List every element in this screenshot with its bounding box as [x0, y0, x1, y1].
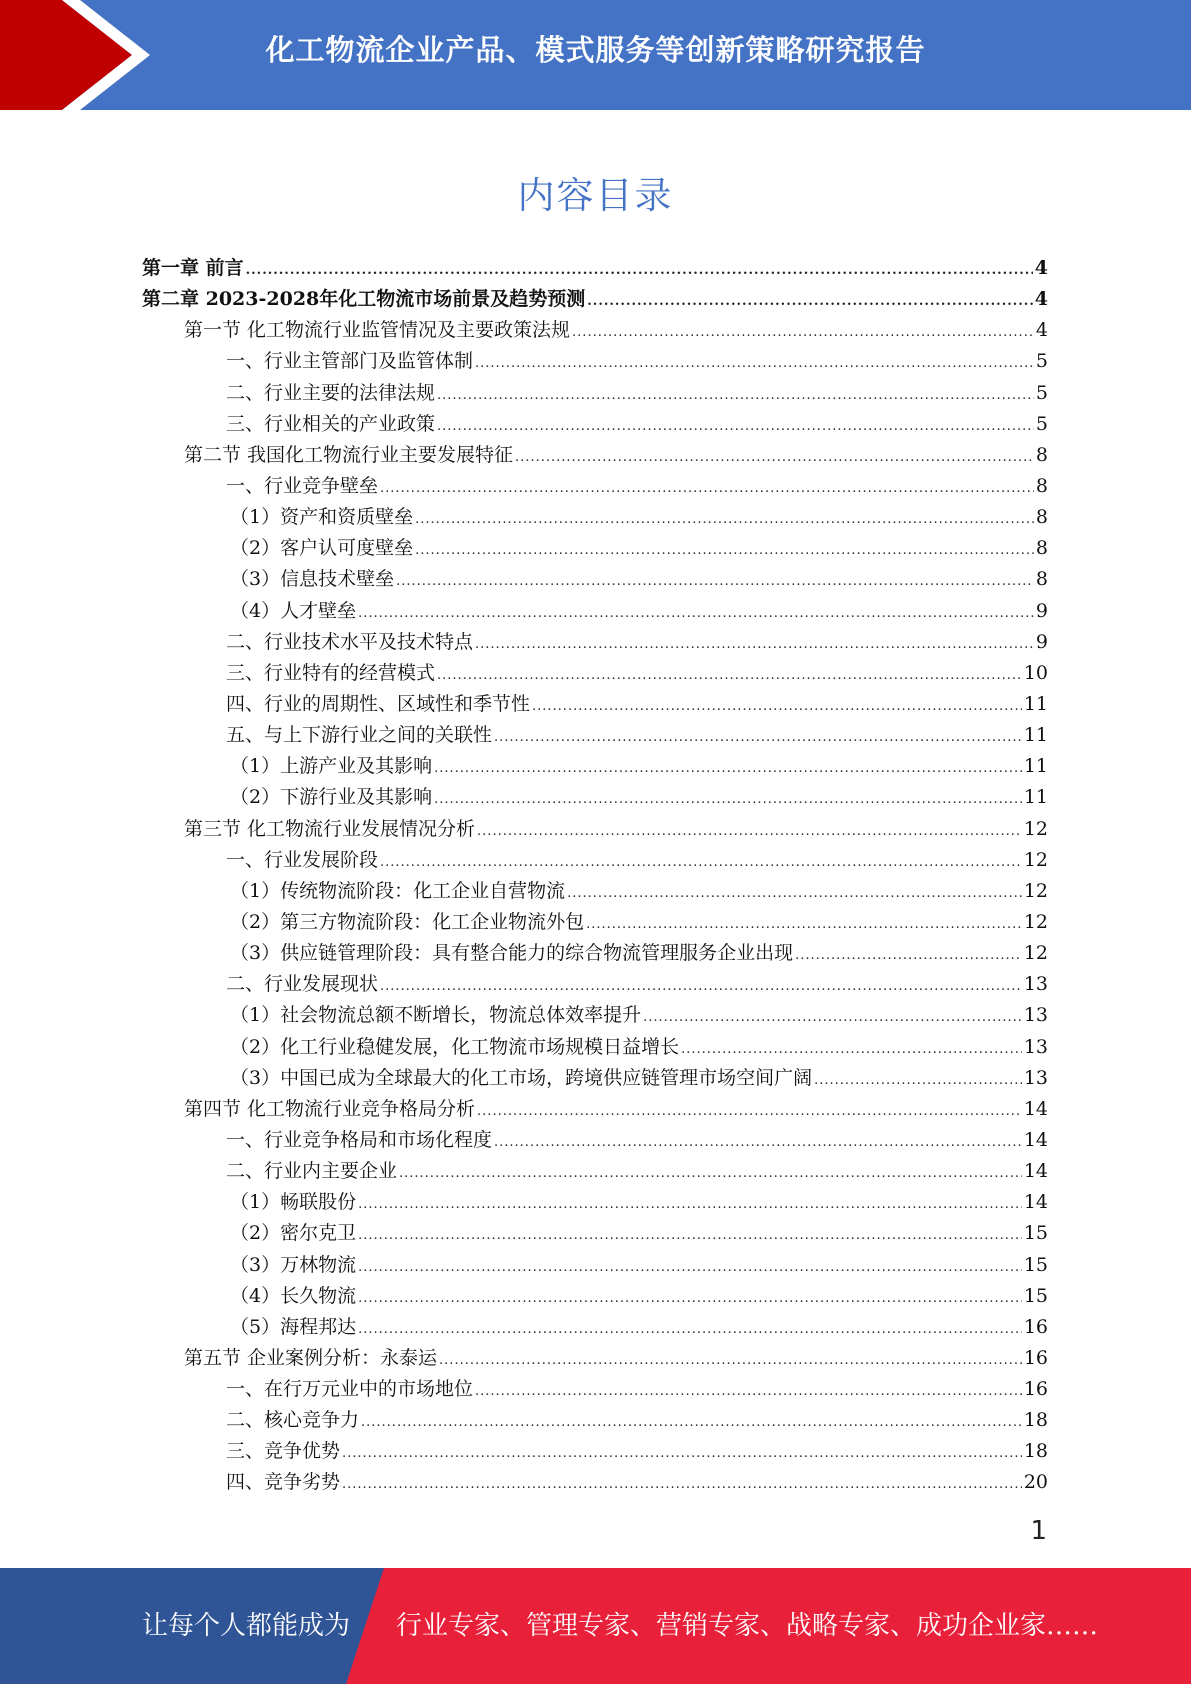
toc-entry-title: 二、核心竞争力: [226, 1409, 360, 1432]
toc-entry-page: 18: [1023, 1440, 1048, 1463]
toc-dot-leader: [342, 1438, 1022, 1469]
toc-entry[interactable]: [142, 814, 1048, 845]
toc-entry[interactable]: [142, 378, 1048, 409]
toc-entry-title: （3）供应链管理阶段：具有整合能力的综合物流管理服务企业出现: [230, 942, 794, 965]
toc-entry[interactable]: [142, 315, 1048, 346]
toc-entry-page: 16: [1023, 1378, 1048, 1401]
toc-entry-title: （1）资产和资质壁垒: [230, 506, 414, 529]
toc-entry-title: 二、行业发展现状: [226, 973, 379, 996]
toc-dot-leader: [437, 660, 1022, 691]
toc-entry-page: 18: [1023, 1409, 1048, 1432]
toc-dot-leader: [342, 1469, 1022, 1500]
toc-entry[interactable]: [142, 1156, 1048, 1187]
toc-entry[interactable]: [142, 1000, 1048, 1031]
toc-dot-leader: [681, 1034, 1022, 1065]
toc-entry[interactable]: [142, 502, 1048, 533]
toc-dot-leader: [434, 753, 1022, 784]
toc-entry-page: 13: [1023, 1004, 1048, 1027]
toc-entry[interactable]: [142, 720, 1048, 751]
toc-entry-title: （2）客户认可度壁垒: [230, 537, 414, 560]
toc-entry-title: 三、行业相关的产业政策: [226, 412, 436, 435]
toc-dot-leader: [494, 722, 1022, 753]
toc-entry[interactable]: [142, 1436, 1048, 1467]
toc-dot-leader: [477, 816, 1022, 847]
toc-entry[interactable]: [142, 1125, 1048, 1156]
toc-entry[interactable]: [142, 1374, 1048, 1405]
toc-dot-leader: [437, 411, 1034, 442]
toc-entry-title: 第四节 化工物流行业竞争格局分析: [184, 1097, 476, 1120]
toc-entry[interactable]: [142, 409, 1048, 440]
toc-entry[interactable]: [142, 1094, 1048, 1125]
toc-dot-leader: [361, 1407, 1022, 1438]
toc-entry-page: 8: [1035, 506, 1048, 529]
toc-entry-title: （4）长久物流: [230, 1284, 357, 1307]
toc-entry-title: （2）密尔克卫: [230, 1222, 357, 1245]
toc-entry-page: 12: [1023, 942, 1048, 965]
toc-entry[interactable]: [142, 471, 1048, 502]
toc-entry-title: （5）海程邦达: [230, 1315, 357, 1338]
toc-entry-title: （1）传统物流阶段：化工企业自营物流: [230, 879, 566, 902]
toc-entry-title: （1）上游产业及其影响: [230, 755, 433, 778]
toc-dot-leader: [358, 1314, 1022, 1345]
toc-entry-page: 13: [1023, 973, 1048, 996]
toc-entry[interactable]: [142, 907, 1048, 938]
toc-entry-page: 15: [1023, 1284, 1048, 1307]
toc-dot-leader: [494, 1127, 1022, 1158]
toc-entry-page: 9: [1035, 630, 1048, 653]
toc-entry[interactable]: [142, 845, 1048, 876]
toc-dot-leader: [532, 691, 1022, 722]
toc-dot-leader: [437, 380, 1034, 411]
toc-entry-title: 一、行业竞争壁垒: [226, 474, 379, 497]
toc-entry[interactable]: [142, 1281, 1048, 1312]
toc-entry[interactable]: [142, 782, 1048, 813]
toc-entry-title: 第二章 2023-2028年化工物流市场前景及趋势预测: [142, 288, 586, 311]
toc-entry-page: 8: [1035, 443, 1048, 466]
toc-entry-title: （4）人才壁垒: [230, 599, 357, 622]
toc-entry-title: 第五节 企业案例分析：永泰运: [184, 1346, 438, 1369]
toc-entry[interactable]: [142, 1218, 1048, 1249]
toc-dot-leader: [572, 317, 1034, 348]
toc-entry[interactable]: [142, 346, 1048, 377]
toc-entry[interactable]: [142, 938, 1048, 969]
toc-entry-page: 11: [1023, 755, 1048, 778]
toc-entry[interactable]: [142, 440, 1048, 471]
toc-entry-page: 15: [1023, 1222, 1048, 1245]
toc-dot-leader: [380, 473, 1034, 504]
toc-dot-leader: [380, 847, 1022, 878]
page-header: [0, 0, 1191, 110]
toc-entry-page: 16: [1023, 1315, 1048, 1338]
toc-dot-leader: [475, 629, 1034, 660]
toc-entry-title: （3）信息技术壁垒: [230, 568, 395, 591]
toc-entry[interactable]: [142, 689, 1048, 720]
toc-entry-title: （2）第三方物流阶段：化工企业物流外包: [230, 910, 585, 933]
toc-dot-leader: [415, 535, 1034, 566]
toc-entry-page: 12: [1023, 848, 1048, 871]
toc-entry-title: 四、竞争劣势: [226, 1471, 341, 1494]
toc-entry-page: 5: [1035, 412, 1048, 435]
toc-dot-leader: [415, 504, 1034, 535]
toc-entry-page: 4: [1034, 288, 1048, 311]
report-title: 化工物流企业产品、模式服务等创新策略研究报告: [265, 33, 926, 67]
toc-dot-leader: [586, 909, 1022, 940]
toc-entry-page: 9: [1035, 599, 1048, 622]
toc-entry-title: （3）万林物流: [230, 1253, 357, 1276]
toc-entry-title: 第三节 化工物流行业发展情况分析: [184, 817, 476, 840]
toc-entry[interactable]: [142, 658, 1048, 689]
toc-dot-leader: [439, 1345, 1022, 1376]
toc-entry-page: 10: [1023, 661, 1048, 684]
toc-entry-title: 第一节 化工物流行业监管情况及主要政策法规: [184, 319, 571, 342]
toc-entry[interactable]: [142, 1405, 1048, 1436]
toc-dot-leader: [567, 878, 1022, 909]
toc-entry[interactable]: [142, 1467, 1048, 1498]
toc-entry-page: 4: [1035, 319, 1048, 342]
toc-entry[interactable]: [142, 564, 1048, 595]
toc-entry-title: （2）下游行业及其影响: [230, 786, 433, 809]
toc-dot-leader: [246, 255, 1033, 286]
toc-entry-title: 二、行业技术水平及技术特点: [226, 630, 474, 653]
toc-entry[interactable]: [142, 1187, 1048, 1218]
toc-entry-title: （3）中国已成为全球最大的化工市场，跨境供应链管理市场空间广阔: [230, 1066, 813, 1089]
toc-entry-page: 8: [1035, 474, 1048, 497]
toc-dot-leader: [643, 1002, 1022, 1033]
footer-slogan-right: 行业专家、管理专家、营销专家、战略专家、成功企业家……: [396, 1611, 1099, 1641]
toc-entry-page: 11: [1023, 692, 1048, 715]
toc-entry-page: 13: [1023, 1035, 1048, 1058]
toc-entry-title: 第一章 前言: [142, 257, 244, 279]
toc-entry-page: 16: [1023, 1346, 1048, 1369]
toc-entry-title: 一、在行万元业中的市场地位: [226, 1378, 474, 1401]
toc-entry[interactable]: [142, 284, 1048, 315]
toc-entry-page: 5: [1035, 350, 1048, 373]
toc-entry-title: （2）化工行业稳健发展，化工物流市场规模日益增长: [230, 1035, 680, 1058]
page-number: 1: [1030, 1516, 1047, 1546]
toc-entry-title: （1）社会物流总额不断增长，物流总体效率提升: [230, 1004, 642, 1027]
toc-dot-leader: [380, 971, 1022, 1002]
toc-dot-leader: [515, 442, 1034, 473]
toc-entry-page: 14: [1023, 1191, 1048, 1214]
toc-entry-page: 8: [1035, 568, 1048, 591]
toc-entry[interactable]: [142, 253, 1048, 284]
toc-entry[interactable]: [142, 1032, 1048, 1063]
toc-entry[interactable]: [142, 1343, 1048, 1374]
toc-dot-leader: [358, 1283, 1022, 1314]
toc-entry-title: 二、行业内主要企业: [226, 1160, 398, 1183]
toc-dot-leader: [475, 348, 1034, 379]
toc-entry-title: 一、行业发展阶段: [226, 848, 379, 871]
toc-entry-page: 13: [1023, 1066, 1048, 1089]
toc-entry-page: 12: [1023, 879, 1048, 902]
toc-entry-title: 三、行业特有的经营模式: [226, 661, 436, 684]
toc-entry-page: 20: [1023, 1471, 1048, 1494]
toc-entry-page: 14: [1023, 1128, 1048, 1151]
toc-entry-page: 14: [1023, 1097, 1048, 1120]
toc-entry-page: 4: [1034, 257, 1048, 279]
toc-entry-page: 12: [1023, 910, 1048, 933]
toc-dot-leader: [358, 1220, 1022, 1251]
toc-entry[interactable]: [142, 969, 1048, 1000]
toc-entry[interactable]: [142, 596, 1048, 627]
toc-dot-leader: [477, 1096, 1022, 1127]
toc-dot-leader: [814, 1065, 1022, 1096]
toc-entry-page: 14: [1023, 1160, 1048, 1183]
toc-entry-page: 11: [1023, 724, 1048, 747]
toc-entry[interactable]: [142, 627, 1048, 658]
toc-entry-page: 11: [1023, 786, 1048, 809]
toc-dot-leader: [795, 940, 1022, 971]
toc-entry[interactable]: [142, 533, 1048, 564]
toc-entry-title: 五、与上下游行业之间的关联性: [226, 724, 493, 747]
toc-dot-leader: [475, 1376, 1022, 1407]
toc-entry[interactable]: [142, 876, 1048, 907]
toc-entry-title: 一、行业主管部门及监管体制: [226, 350, 474, 373]
toc-entry[interactable]: [142, 1312, 1048, 1343]
toc-heading: 内容目录: [517, 174, 674, 217]
toc-entry[interactable]: [142, 1063, 1048, 1094]
toc-dot-leader: [358, 598, 1034, 629]
toc-entry[interactable]: [142, 751, 1048, 782]
toc-entry-title: 二、行业主要的法律法规: [226, 381, 436, 404]
toc-entry-page: 5: [1035, 381, 1048, 404]
toc-entry-page: 8: [1035, 537, 1048, 560]
toc-entry-title: （1）畅联股份: [230, 1191, 357, 1214]
footer-slogan-left: 让每个人都能成为: [142, 1611, 351, 1641]
page-footer: [0, 1568, 1191, 1684]
toc-entry-title: 四、行业的周期性、区域性和季节性: [226, 692, 531, 715]
toc-entry-title: 第二节 我国化工物流行业主要发展特征: [184, 443, 514, 466]
toc-entry[interactable]: [142, 1250, 1048, 1281]
table-of-contents: [142, 253, 1048, 1499]
toc-entry-title: 三、竞争优势: [226, 1440, 341, 1463]
toc-dot-leader: [358, 1252, 1022, 1283]
toc-dot-leader: [587, 286, 1033, 317]
toc-entry-page: 15: [1023, 1253, 1048, 1276]
toc-entry-page: 12: [1023, 817, 1048, 840]
toc-entry-title: 一、行业竞争格局和市场化程度: [226, 1128, 493, 1151]
toc-dot-leader: [396, 566, 1034, 597]
toc-dot-leader: [358, 1189, 1022, 1220]
toc-dot-leader: [399, 1158, 1022, 1189]
toc-dot-leader: [434, 784, 1022, 815]
